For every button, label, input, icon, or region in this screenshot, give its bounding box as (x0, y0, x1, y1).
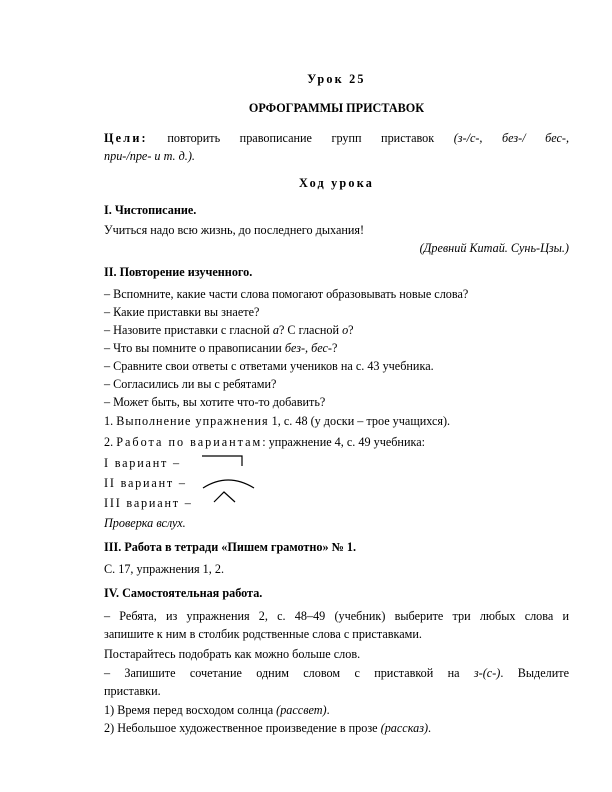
task-line-5: приставки. (104, 684, 161, 698)
goals-italic-1: (з-/с-, без-/ бес-, (453, 131, 569, 145)
p3-part-b: з-(с-) (473, 666, 501, 680)
section3-heading: III. Работа в тетради «Пишем грамотно» № 1. (104, 540, 357, 554)
item2-answer: (рассказ) (380, 721, 429, 735)
variant-3: III вариант – (104, 496, 193, 510)
item-1 (104, 703, 569, 718)
ex2-spaced: Работа по вариантам (116, 435, 263, 449)
ex1-spaced: Выполнение упражнения (116, 414, 269, 428)
root-symbol-icon (200, 452, 246, 470)
q4-part-c: ? (331, 341, 338, 355)
lesson-subtitle: ОРФОГРАММЫ ПРИСТАВОК (248, 101, 425, 115)
q3-part-d: о (342, 323, 349, 337)
question-6: – Согласились ли вы с ребятами? (104, 377, 277, 391)
q4-part-b: без-, бес- (284, 341, 332, 355)
item1-text: 1) Время перед восходом солнца (104, 703, 277, 717)
exercise-2 (104, 435, 569, 450)
section1-heading: I. Чистописание. (104, 203, 197, 217)
task-line-1: – Ребята, из упражнения 2, с. 48–49 (учебник) выберите три любых слова и (104, 609, 569, 623)
item1-answer: (рассвет) (276, 703, 327, 717)
q4-part-a: – Что вы помните о правописании (104, 341, 285, 355)
quote-attribution: (Древний Китай. Сунь-Цзы.) (419, 241, 569, 255)
item2-text: 2) Небольшое художественное произведение в прозе (104, 721, 381, 735)
question-4 (104, 341, 569, 356)
item2-end: . (428, 721, 432, 735)
quote: Учиться надо всю жизнь, до последнего дыхания! (104, 223, 365, 237)
ex1-number: 1. (104, 414, 117, 428)
goals-line-2: при-/пре- и т. д.). (104, 149, 195, 163)
variant-1: I вариант – (104, 456, 181, 470)
check-aloud: Проверка вслух. (104, 516, 186, 530)
question-3 (104, 323, 569, 338)
item1-end: . (326, 703, 330, 717)
exercise-1 (104, 414, 569, 429)
question-5: – Сравните свои ответы с ответами учеников на с. 43 учебника. (104, 359, 434, 373)
goals-text: повторить правописание групп приставок (147, 131, 454, 145)
lesson-title: Урок 25 (307, 72, 366, 86)
variant-2: II вариант – (104, 476, 187, 490)
task-line-4 (104, 666, 569, 681)
section4-heading: IV. Самостоятельная работа. (104, 586, 263, 600)
question-1: – Вспомните, какие части слова помогают образовывать новые слова? (104, 287, 469, 301)
ex2-number: 2. (104, 435, 117, 449)
suffix-caret-icon (210, 486, 240, 506)
task-line-3: Постарайтесь подобрать как можно больше слов. (104, 647, 361, 661)
q3-part-b: а (272, 323, 279, 337)
goals-line-1 (104, 131, 569, 146)
task-line-2: запишите к ним в столбик родственные слова с приставками. (104, 627, 422, 641)
section3-text: С. 17, упражнения 1, 2. (104, 562, 225, 576)
question-7: – Может быть, вы хотите что-то добавить? (104, 395, 326, 409)
course-heading: Ход урока (298, 176, 375, 190)
item-2 (104, 721, 569, 736)
ex1-rest: 1, с. 48 (у доски – трое учащихся). (268, 414, 451, 428)
ex2-rest: : упражнение 4, с. 49 учебника: (262, 435, 426, 449)
q3-part-e: ? (348, 323, 354, 337)
question-2: – Какие приставки вы знаете? (104, 305, 260, 319)
goals-label: Цели: (104, 131, 148, 145)
q3-part-c: ? С гласной (278, 323, 343, 337)
section2-heading: II. Повторение изученного. (104, 265, 253, 279)
p3-part-c: . Выделите (500, 666, 569, 680)
p3-part-a: – Запишите сочетание одним словом с приставкой на (104, 666, 474, 680)
q3-part-a: – Назовите приставки с гласной (104, 323, 273, 337)
